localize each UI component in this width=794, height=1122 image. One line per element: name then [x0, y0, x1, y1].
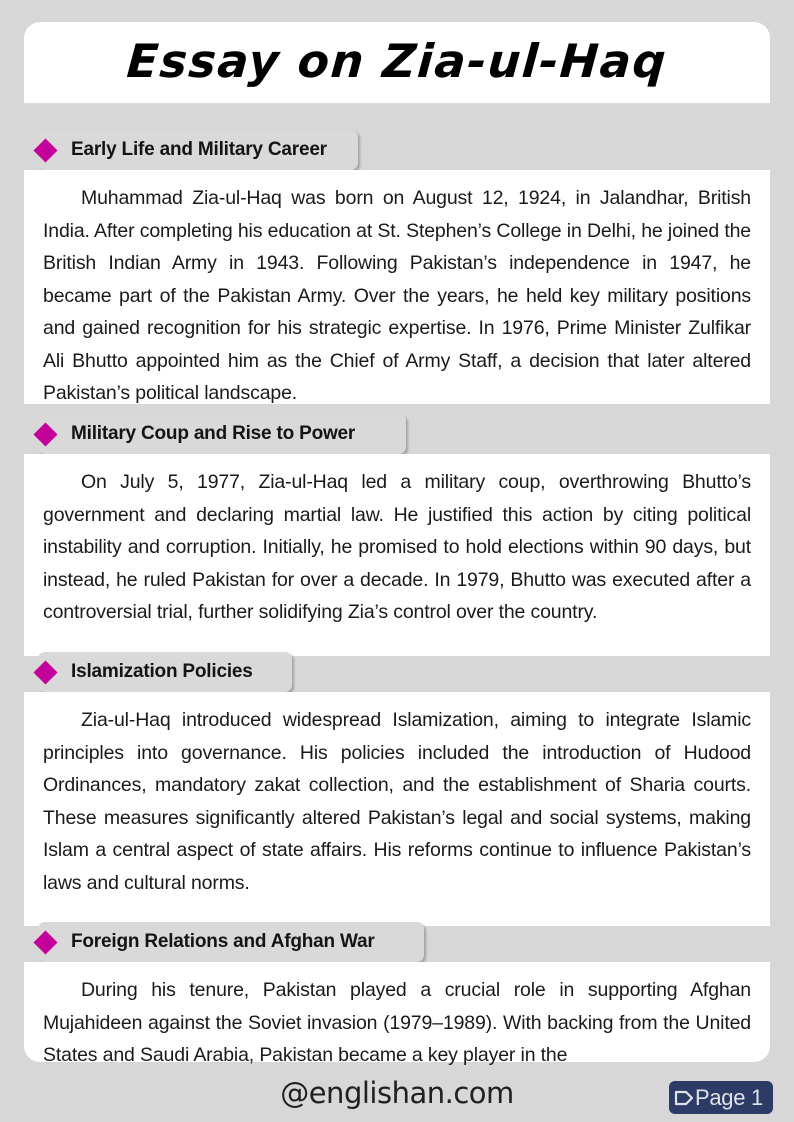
section-paragraph-1: On July 5, 1977, Zia-ul-Haq led a military coup, overthrowing Bhutto’s government and declaring martial law. He justified this action by citing political instability and corruption. Initially, he promised to hold elections within 90 days, but instead, he ruled Pakistan for over a decade. In 1979, Bhutto was executed after a controversial trial, further solidifying Zia’s control over the country. — [43, 471, 751, 623]
section-heading-label-1: Military Coup and Rise to Power — [71, 423, 356, 444]
title-card — [24, 22, 770, 104]
page-number-badge — [669, 1081, 773, 1114]
section-heading-0[interactable] — [24, 130, 349, 170]
section-body-block-0 — [24, 170, 770, 404]
section-body-block-3 — [24, 962, 770, 1066]
section-paragraph-0: Muhammad Zia-ul-Haq was born on August 12, 1924, in Jalandhar, British India. After completing his education at St. Stephen’s College in Delhi, he joined the British Indian Army in 1943. Following Pakistan’s independence in 1947, he became part of the Pakistan Army. Over the years, he held key military positions and gained recognition for his strategic expertise. In 1976, Prime Minister Zulfikar Ali Bhutto appointed him as the Chief of Army Staff, a decision that later altered Pakistan’s political landscape. — [43, 187, 751, 404]
page-number-label: Page 1 — [695, 1084, 763, 1110]
document-sheet — [24, 22, 770, 1066]
page-title: Essay on Zia-ul-Haq — [125, 34, 669, 88]
site-watermark: @englishan.com — [280, 1076, 514, 1110]
section-paragraph-2: Zia-ul-Haq introduced widespread Islamization, aiming to integrate Islamic principles into governance. His policies included the introduction of Hudood Ordinances, mandatory zakat collection, and the establishment of Sharia courts. These measures significantly altered Pakistan’s legal and social systems, making Islam a central aspect of state affairs. His reforms continue to influence Pakistan’s laws and cultural norms. — [43, 709, 751, 894]
arrow-right-icon — [674, 1088, 696, 1108]
section-heading-label-3: Foreign Relations and Afghan War — [71, 931, 375, 952]
section-heading-3[interactable] — [24, 922, 397, 962]
section-heading-1[interactable] — [24, 414, 377, 454]
section-heading-2[interactable] — [24, 652, 275, 692]
section-heading-label-0: Early Life and Military Career — [71, 139, 327, 160]
section-body-block-1 — [24, 454, 770, 656]
section-body-block-2 — [24, 692, 770, 926]
section-heading-label-2: Islamization Policies — [71, 661, 253, 682]
section-paragraph-3: During his tenure, Pakistan played a crucial role in supporting Afghan Mujahideen against the Soviet invasion (1979–1989). With backing from the United States and Saudi Arabia, Pakistan became a key player in the — [43, 979, 751, 1066]
